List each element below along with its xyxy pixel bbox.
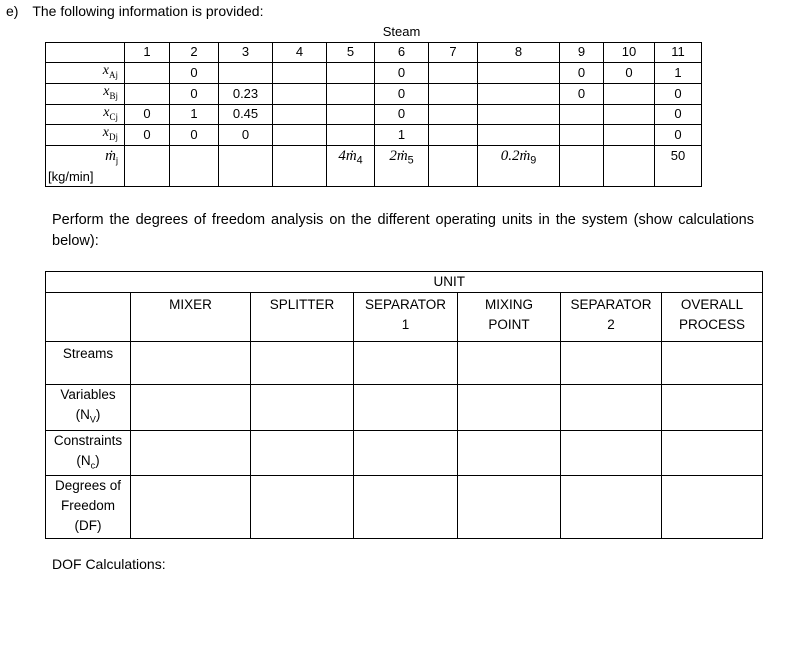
dof-label: Degrees of Freedom (DF) [46,476,131,539]
answer-cell[interactable] [131,430,251,476]
stream-number: 3 [219,42,273,63]
question-heading [6,3,263,19]
row-label: $x_{Cj}$ [46,104,125,125]
cell: 0 [219,125,273,146]
dof-calculations-label: DOF Calculations: [52,556,166,572]
answer-cell[interactable] [458,385,561,431]
flow-cell-6: 2ṁ$_5$ [375,146,429,187]
flow-cell-5: 4ṁ$_4$ [327,146,375,187]
instruction-paragraph: Perform the degrees of freedom analysis on the different operating units in the system (show calculations below): [52,212,754,249]
cell [478,63,560,84]
constraints-row [46,430,763,476]
answer-cell[interactable] [561,342,662,385]
degrees-of-freedom-row [46,476,763,539]
cell: 0 [604,63,655,84]
composition-row-xc [46,104,702,125]
answer-cell[interactable] [251,342,354,385]
answer-cell[interactable] [458,476,561,539]
row-label: $x_{Dj}$ [46,125,125,146]
cell [327,83,375,104]
unit-columns-row [46,293,763,342]
flow-rate-label: ṁ$_j$ [kg/min] [46,146,125,187]
variables-row [46,385,763,431]
answer-cell[interactable] [662,385,763,431]
column-header: MIXING POINT [458,293,561,342]
stream-number: 9 [560,42,604,63]
answer-cell[interactable] [458,430,561,476]
cell [429,83,478,104]
cell: 0 [375,63,429,84]
answer-cell[interactable] [561,476,662,539]
cell: 1 [655,63,702,84]
cell [478,125,560,146]
cell: 0 [560,63,604,84]
variables-label: Variables $(N_V)$ [46,385,131,431]
answer-cell[interactable] [251,385,354,431]
answer-cell[interactable] [131,476,251,539]
cell [219,63,273,84]
cell: 0 [375,104,429,125]
cell [327,104,375,125]
row-label: $x_{Bj}$ [46,83,125,104]
cell [125,83,170,104]
stream-number: 10 [604,42,655,63]
column-header: SPLITTER [251,293,354,342]
steam-label: Steam [375,22,429,42]
constraints-label: Constraints $(N_c)$ [46,430,131,476]
column-header: OVERALL PROCESS [662,293,763,342]
stream-number: 6 [375,42,429,63]
cell [273,104,327,125]
dof-analysis-table [45,271,763,539]
cell [273,125,327,146]
cell [327,63,375,84]
composition-row-xd [46,125,702,146]
answer-cell[interactable] [662,342,763,385]
cell [560,125,604,146]
flow-cell-8: 0.2ṁ$_9$ [478,146,560,187]
answer-cell[interactable] [131,385,251,431]
stream-number: 1 [125,42,170,63]
answer-cell[interactable] [251,430,354,476]
stream-number-row [46,42,702,63]
stream-number: 2 [170,42,219,63]
cell: 0 [170,63,219,84]
row-label: $x_{Aj}$ [46,63,125,84]
stream-data-table [45,22,702,187]
cell [429,63,478,84]
cell: 0 [655,104,702,125]
stream-number: 5 [327,42,375,63]
column-header: MIXER [131,293,251,342]
answer-cell[interactable] [662,476,763,539]
stream-number: 8 [478,42,560,63]
cell [327,125,375,146]
cell: 0 [655,83,702,104]
answer-cell[interactable] [458,342,561,385]
cell [273,63,327,84]
cell: 1 [170,104,219,125]
cell: 0 [560,83,604,104]
cell [429,104,478,125]
cell [560,104,604,125]
column-header: SEPARATOR 2 [561,293,662,342]
answer-cell[interactable] [131,342,251,385]
answer-cell[interactable] [354,430,458,476]
cell [604,83,655,104]
cell [604,104,655,125]
question-text: The following information is provided: [32,3,264,19]
flow-rate-row [46,146,702,187]
cell [125,63,170,84]
cell: 0 [125,125,170,146]
answer-cell[interactable] [561,430,662,476]
cell [604,125,655,146]
answer-cell[interactable] [354,385,458,431]
cell: 0 [170,83,219,104]
flow-cell-11: 50 [655,146,702,187]
answer-cell[interactable] [251,476,354,539]
cell: 0 [375,83,429,104]
streams-row [46,342,763,385]
stream-number: 7 [429,42,478,63]
streams-label: Streams [46,342,131,385]
question-label: e) [6,3,19,19]
answer-cell[interactable] [662,430,763,476]
answer-cell[interactable] [354,342,458,385]
stream-number: 11 [655,42,702,63]
cell [478,83,560,104]
composition-row-xa [46,63,702,84]
column-header: SEPARATOR 1 [354,293,458,342]
cell: 0 [125,104,170,125]
cell [478,104,560,125]
cell: 0 [655,125,702,146]
answer-cell[interactable] [561,385,662,431]
stream-number: 4 [273,42,327,63]
composition-row-xb [46,83,702,104]
cell: 0.23 [219,83,273,104]
cell [429,125,478,146]
cell [273,83,327,104]
unit-header: UNIT [354,272,561,293]
answer-cell[interactable] [354,476,458,539]
cell: 0 [170,125,219,146]
cell: 0.45 [219,104,273,125]
cell: 1 [375,125,429,146]
